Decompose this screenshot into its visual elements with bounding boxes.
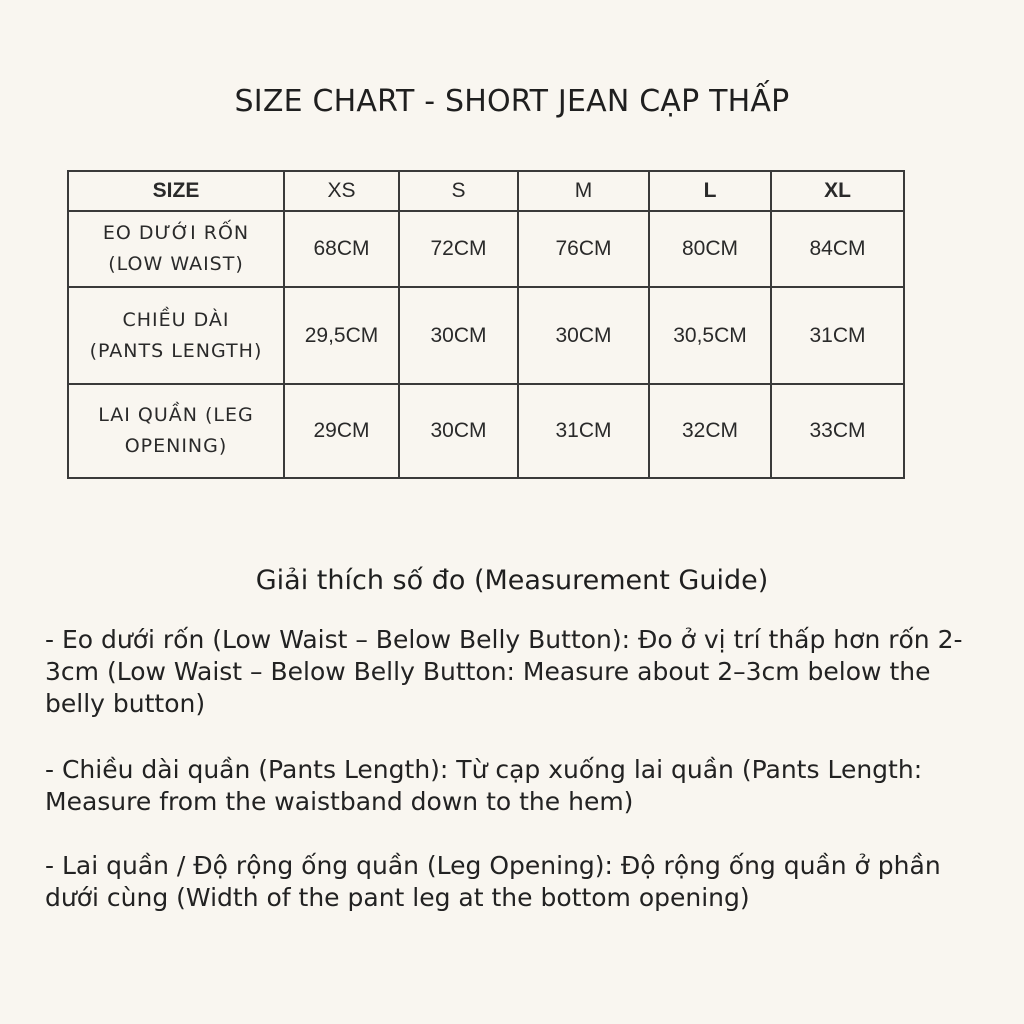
header-l: L	[649, 171, 771, 211]
table-cell: 30,5CM	[649, 287, 771, 384]
table-row-low-waist	[68, 211, 904, 287]
header-m: M	[518, 171, 649, 211]
row-label-line: (PANTS LENGTH)	[89, 339, 263, 362]
table-row-leg-opening	[68, 384, 904, 478]
header-s: S	[399, 171, 518, 211]
table-cell: 68CM	[284, 211, 399, 287]
page-title: SIZE CHART - SHORT JEAN CẠP THẤP	[234, 84, 790, 119]
table-cell: 33CM	[771, 384, 904, 478]
table-cell: 76CM	[518, 211, 649, 287]
header-xl: XL	[771, 171, 904, 211]
row-label-line: LAI QUẦN (LEG	[98, 404, 254, 426]
row-label-line: CHIỀU DÀI	[122, 308, 230, 331]
table-cell: 31CM	[771, 287, 904, 384]
header-xs: XS	[284, 171, 399, 211]
header-size: SIZE	[68, 171, 284, 211]
table-cell: 32CM	[649, 384, 771, 478]
row-label	[68, 211, 284, 287]
guide-item-pants-length: - Chiều dài quần (Pants Length): Từ cạp xuống lai quần (Pants Length: Measure from the waistband down to the hem)	[45, 755, 923, 816]
table-cell: 80CM	[649, 211, 771, 287]
table-cell: 30CM	[518, 287, 649, 384]
table-cell: 29,5CM	[284, 287, 399, 384]
table-cell: 72CM	[399, 211, 518, 287]
row-label	[68, 384, 284, 478]
measurement-guide-title: Giải thích số đo (Measurement Guide)	[255, 565, 769, 596]
guide-item-low-waist: - Eo dưới rốn (Low Waist – Below Belly Button): Đo ở vị trí thấp hơn rốn 2-3cm (Low Waist – Below Belly Button: Measure about 2–3cm below the belly button)	[45, 625, 963, 718]
row-label	[68, 287, 284, 384]
row-label-line: (LOW WAIST)	[108, 253, 244, 275]
row-label-line: EO DƯỚI RỐN	[102, 222, 250, 244]
table-cell: 30CM	[399, 287, 518, 384]
table-cell: 29CM	[284, 384, 399, 478]
table-row-pants-length	[68, 287, 904, 384]
table-header-row	[68, 171, 904, 211]
table-cell: 31CM	[518, 384, 649, 478]
row-label-line: OPENING)	[124, 435, 228, 457]
table-cell: 30CM	[399, 384, 518, 478]
guide-item-leg-opening: - Lai quần / Độ rộng ống quần (Leg Opening): Độ rộng ống quần ở phần dưới cùng (Width of the pant leg at the bottom opening)	[45, 851, 941, 912]
size-chart-table	[67, 170, 905, 479]
table-cell: 84CM	[771, 211, 904, 287]
